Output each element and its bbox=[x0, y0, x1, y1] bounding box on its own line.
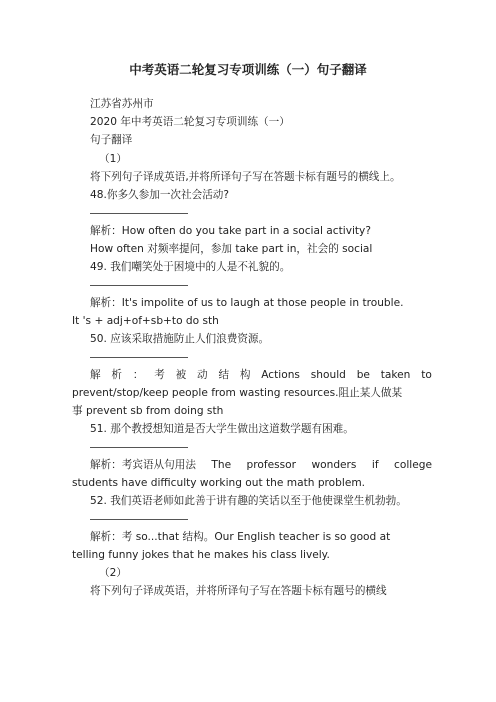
analysis-52: 解析：考 so...that 结构。Our English teacher is so good at bbox=[90, 531, 391, 543]
answer-blank-48 bbox=[90, 213, 188, 214]
question-51: 51. 那个教授想知道是否大学生做出这道数学题有困难。 bbox=[90, 423, 354, 435]
justified-word: Actions bbox=[261, 369, 300, 381]
justified-word: college bbox=[394, 459, 432, 471]
question-48: 48.你多久参加一次社会活动? bbox=[90, 189, 230, 201]
question-49: 49. 我们嘲笑处于困境中的人是不礼貌的。 bbox=[90, 261, 291, 273]
analysis-51-cont: students have difficulty working out the math problem. bbox=[72, 477, 366, 489]
justified-word: wonders bbox=[311, 459, 357, 471]
justified-word: taken bbox=[380, 369, 411, 381]
analysis-49: 解析：It's impolite of us to laugh at those people in trouble. bbox=[90, 297, 404, 309]
analysis-50-cont: prevent/stop/keep people from wasting resources.阻止某人做某 bbox=[72, 387, 403, 399]
instruction-line: 将下列句子译成英语,并将所译句子写在答题卡标有题号的横线上。 bbox=[90, 171, 401, 183]
question-50: 50. 应该采取措施防止人们浪费资源。 bbox=[90, 333, 270, 345]
justified-word: should bbox=[310, 369, 346, 381]
justified-word: 解析：考宾语从句用法 bbox=[90, 459, 196, 471]
justified-word: be bbox=[356, 369, 370, 381]
justified-word: 结 bbox=[218, 369, 230, 381]
justified-word: The bbox=[211, 459, 232, 471]
subtitle-line: 2020 年中考英语二轮复习专项训练（一） bbox=[90, 116, 290, 128]
part-number: （1） bbox=[99, 153, 127, 165]
region-line: 江苏省苏州市 bbox=[90, 98, 154, 110]
justified-word: if bbox=[371, 459, 379, 471]
justified-word: 被 bbox=[175, 369, 187, 381]
justified-word: 考 bbox=[154, 369, 165, 381]
analysis-49-note: It 's + adj+of+sb+to do sth bbox=[72, 315, 219, 327]
analysis-48-note: How often 对频率提问，参加 take part in，社会的 social bbox=[90, 243, 373, 255]
analysis-48: 解析：How often do you take part in a social activity? bbox=[90, 225, 371, 237]
analysis-50-note: 事 prevent sb from doing sth bbox=[72, 405, 224, 417]
instruction-line-2: 将下列句子译成英语，并将所译句子写在答题卡标有题号的横线 bbox=[90, 585, 387, 597]
justified-word: 解 bbox=[90, 369, 101, 381]
answer-blank-51 bbox=[90, 447, 188, 448]
section-heading: 句子翻译 bbox=[90, 134, 133, 146]
analysis-51 bbox=[90, 456, 432, 474]
justified-word: to bbox=[421, 369, 432, 381]
answer-blank-50 bbox=[90, 357, 188, 358]
answer-blank-52 bbox=[90, 519, 188, 520]
analysis-50 bbox=[90, 366, 432, 384]
analysis-52-cont: telling funny jokes that he makes his class lively. bbox=[72, 549, 330, 561]
part-number-2: （2） bbox=[99, 567, 127, 579]
justified-word: 析 bbox=[111, 369, 122, 381]
justified-word: 构 bbox=[239, 369, 251, 381]
question-52: 52. 我们英语老师如此善于讲有趣的笑话以至于他使课堂生机勃勃。 bbox=[90, 495, 407, 507]
justified-word: ： bbox=[132, 369, 144, 381]
answer-blank-49 bbox=[90, 285, 188, 286]
justified-word: 动 bbox=[197, 369, 208, 381]
justified-word: professor bbox=[246, 459, 296, 471]
document-title: 中考英语二轮复习专项训练（一）句子翻译 bbox=[129, 62, 367, 77]
